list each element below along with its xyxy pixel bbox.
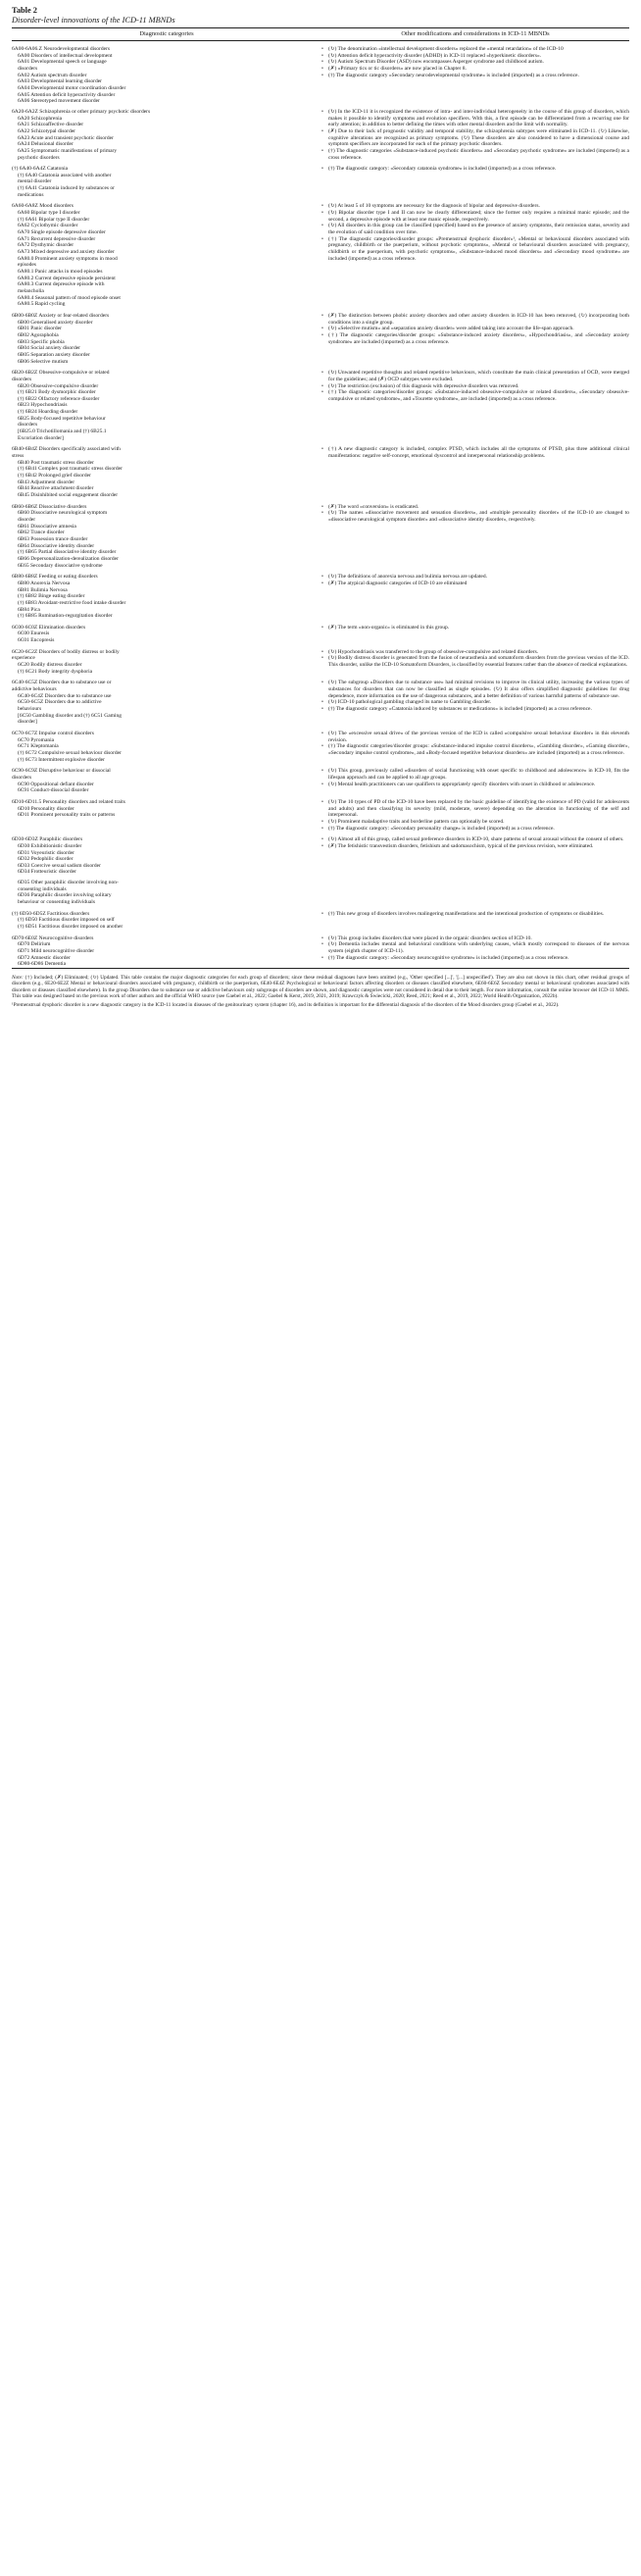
disorder-item: 6B63 Possession trance disorder [18,535,88,542]
modification-note: • (†) The diagnostic category: «Secondary neurocognitive syndrome» is included (imported) as a cross reference. [321,955,629,962]
disorder-item: 6B04 Social anxiety disorder [18,345,81,352]
disorder-item: (†) 6B42 Prolonged grief disorder [18,473,91,480]
modification-note: • (↻) The names «dissociative movement and sensation disorders», and «multiple personality disorder» of the ICD-10 are changed to «dissociative neurological symptom disorder» and «dissociative identity disorder», respectively. [321,510,629,523]
disorder-item: 6D11 Prominent personality traits or patterns [18,812,116,819]
disorder-item: 6A71 Recurrent depressive disorder [18,235,96,242]
disorder-item: 6D36 Paraphilic disorder involving solitary [18,892,112,899]
modification-note: • (↻) This group includes disorders that were placed in the organic disorders section of ICD-10. [321,935,629,942]
diagnostic-category-cell [12,46,321,105]
disorder-item: 6A22 Schizotypal disorder [18,127,75,134]
modifications-cell [321,880,629,906]
disorder-item: 6A80.0 Prominent anxiety symptoms in mood [18,255,118,262]
modification-note: • (↻) The subgroup «Disorders due to substance use» had minimal revisions to improve its clinical utility, increasing the various types of substances for disorders that can now be classified as single episodes. (↻) It also offers simplified diagnostic guidelines for drug dependence, more information on the use of dangerous substances, and a better definition of various harmful patterns of substance use. [321,680,629,699]
table-row [12,680,629,726]
modifications-list [321,313,629,345]
disorder-item: 6B66 Depersonalization-derealization disorder [18,555,119,562]
footnote-premenstrual: ¹Premenstrual dysphoric disorder is a new diagnostic category in the ICD-11 located in diseases of the genitourinary system (chapter 16), and its definition is important for the differential diagnosis of the disorders of the Mood disorders group (Gaebel et al., 2022). [12,1001,560,1008]
modifications-cell [321,313,629,365]
modification-note: • (↻) All disorders in this group can be classified (specified) based on the presence of anxiety symptoms, their remission status, severity and the evolution of said condition over time. [321,223,629,235]
modifications-list [321,46,629,78]
disorder-item: 6B06 Selective mutism [18,358,69,365]
disorder-item: addictive behaviours [12,686,57,693]
table-footnote [12,975,629,1008]
modification-note: • (↻) The definitions of anorexia nervosa and bulimia nervosa are updated. [321,574,629,581]
modifications-cell [321,911,629,931]
modifications-list [321,680,629,712]
modification-note: • (†) The diagnostic categories «Substance-induced psychotic disorders» and «Secondary psychotic syndrome» are included (imported) as a cross reference. [321,148,629,161]
modification-note: • (✗) The distinction between phobic anxiety disorders and other anxiety disorders in ICD-10 has been removed, (↻) incorporating both conditions into a single group. [321,313,629,326]
disorder-group-title: 6C70-6C7Z Impulse control disorders [12,731,94,736]
modification-note: • (†) The diagnostic category: «Secondary personality change» is included (imported) as a cross reference. [321,826,629,833]
diagnostic-category-cell [12,731,321,763]
modification-note: • (†) The diagnostic category «Secondary neurodevelopmental syndrome» is included (imported) as a cross reference. [321,73,629,79]
disorder-item: (†) 6B82 Binge eating disorder [18,593,85,600]
modification-note: • (†) The diagnostic categories/disorder groups: «Substance-induced obsessive-compulsive or related disorders», «Secondary obsessive-compulsive or related syndrome», and «Tourette syndrome», are included (imported) as a cross reference. [321,389,629,402]
diagnostic-category-cell [12,166,321,198]
modifications-list [321,799,629,832]
diagnostic-category-cell [12,504,321,570]
modifications-cell [321,446,629,498]
diagnostic-category-cell [12,880,321,906]
modifications-cell [321,680,629,726]
diagnostic-category-cell [12,911,321,931]
disorder-group-title: 6B20-6B2Z Obsessive-compulsive or related [12,370,110,377]
modification-note: • (✗) «Primary tics or tic disorders» are now placed in Chapter 8. [321,66,629,73]
disorder-item: 6A01 Developmental speech or language [18,59,107,66]
bottom-rule [12,968,629,969]
disorder-item: 6A60 Bipolar type I disorder [18,210,80,217]
disorder-item: 6A04 Developmental motor coordination disorder [18,84,126,91]
modification-note: • (↻) The denomination «intellectual development disorders» replaced the «mental retardation» of the ICD-10 [321,46,629,53]
modification-note: • (✗) The atypical diagnostic categories of ICD-10 are eliminated [321,581,629,587]
disorder-group-title: 6D30-6D3Z Paraphilic disorders [12,836,83,843]
modification-note: • (✗) The word «conversion» is eradicated. [321,504,629,511]
table-row [12,504,629,570]
disorder-item: 6C00 Enuresis [18,631,50,637]
disorder-item: mental disorder [18,178,52,185]
table-row [12,649,629,676]
modification-note: • (↻) Bodily distress disorder is generated from the fusion of neurasthenia and somatoform disorders from the previous version of the ICD. This disorder, unlike the ICD-10 Somatoform Disorders, is classified by essential features rather than the absence of medical explanations. [321,655,629,668]
modification-note: • (†) The diagnostic category «Catatonia induced by substances or medications» is included (imported) as a cross reference. [321,706,629,713]
modifications-list [321,935,629,962]
modification-note: • (↻) The restriction (exclusion) of this diagnosis with depressive disorders was removed. [321,383,629,390]
modification-note: • (↻) At least 5 of 10 symptoms are necessary for the diagnosis of bipolar and depressive disorders. [321,203,629,210]
modification-note: • (↻) Unwanted repetitive thoughts and related repetitive behaviours, which constitute the main clinical presentation of OCD, were merged for the guidelines; and (✗) OCD subtypes were excluded. [321,370,629,382]
modification-note: • (†) The diagnostic categories/disorder groups: «Premenstrual dysphoric disorder»¹, «Mental or behavioural disorders associated with pregnancy, childbirth or the puerperium, without psychotic symptoms», «Mental or behavioural disorders associated with pregnancy, childbirth or the puerperium, with psychotic symptoms», «Substance-induced mood disorders» and «Secondary mood syndrome» are included (imported) as a cross reference. [321,236,629,263]
disorder-item: (†) 6C72 Compulsive sexual behaviour disorder [18,749,122,756]
disorder-item: disorder] [18,719,37,726]
header-diagnostic-categories: Diagnostic categories [139,30,194,37]
diagnostic-category-cell [12,109,321,161]
disorder-item: (†) 6B65 Partial dissociative identity disorder [18,549,117,556]
disorder-item: episodes [18,262,36,269]
disorder-item: 6C01 Encopresis [18,637,55,644]
modification-note: • (↻) Mental health practitioners can use qualifiers to appropriately specify disorders with onset in childhood or adolescence. [321,782,629,788]
disorder-item: 6E65 Secondary dissociative syndrome [18,562,103,569]
disorder-item: (†) 6B41 Complex post traumatic stress disorder [18,466,123,473]
disorder-item: 6A00 Disorders of intellectual development [18,52,113,59]
disorder-item: 6B01 Panic disorder [18,326,62,332]
disorder-item: psychotic disorders [18,154,60,161]
modification-note: • (✗) The term «non-organic» is eliminated in this group. [321,625,629,631]
modifications-cell [321,649,629,676]
disorder-item: 6C40-6C4Z Disorders due to substance use [18,692,112,699]
modifications-cell [321,799,629,832]
header-other-modifications: Other modifications and considerations in ICD-11 MBNDs [401,30,550,37]
disorder-item: (†) 6B85 Rumination-regurgitation disorder [18,613,113,620]
table-label: Table 2 [12,6,37,15]
disorder-group-title: (†) 6A40-6A4Z Catatonia [12,166,69,173]
table-row [12,166,629,198]
modifications-cell [321,203,629,308]
disorder-item: 6B81 Bulimia Nervosa [18,586,68,593]
diagnostic-category-cell [12,836,321,876]
table-body [12,46,629,968]
disorder-item: 6A25 Symptomatic manifestations of primary [18,147,118,154]
disorder-item: (†) 6B83 Avoidant-restrictive food intake disorder [18,599,126,606]
disorder-item: 6A70 Single episode depressive disorder [18,229,106,236]
disorder-group-title: 6B00-6B0Z Anxiety or fear-related disorders [12,312,110,319]
disorder-item: 6B23 Hypochondriasis [18,402,68,409]
modification-note: • (↻) Attention deficit hyperactivity disorder (ADHD) in ICD-11 replaced «hyperkinetic disorders». [321,53,629,60]
disorder-item: 6D33 Coercive sexual sadism disorder [18,862,101,869]
disorder-item: 6B64 Dissociative identity disorder [18,542,95,549]
disorder-group-title: 6A00-6A06.Z Neurodevelopmental disorders [12,46,111,52]
table-row [12,880,629,906]
modifications-list [321,911,629,918]
diagnostic-category-cell [12,768,321,794]
disorder-item: stress [12,453,25,460]
disorder-item: 6B25 Body-focused repetitive behaviour [18,415,106,422]
diagnostic-category-cell [12,203,321,308]
disorder-group-title: 6B60-6B6Z Dissociative disorders [12,503,87,510]
diagnostic-category-cell [12,649,321,676]
disorder-item: 6A02 Autism spectrum disorder [18,72,87,78]
modifications-list [321,166,629,173]
disorder-item: (†) 6B22 Olfactory reference disorder [18,395,100,402]
disorder-item: 6B62 Trance disorder [18,530,65,536]
disorder-group-title: (†) 6D50-6D5Z Factitious disorders [12,910,90,917]
disorder-item: 6D10 Personality disorder [18,805,74,812]
modification-note: • (↻) Hypochondriasis was transferred to the group of obsessive-compulsive and related disorders. [321,649,629,656]
modifications-list [321,836,629,849]
disorder-group-title: 6D70-6E0Z Neurocognitive disorders [12,934,94,941]
disorder-item: disorders [12,774,32,781]
disorder-item: 6A24 Delusional disorder [18,141,74,148]
modifications-list [321,109,629,161]
disorder-item: 6B60 Dissociative neurological symptom [18,510,108,517]
modifications-cell [321,370,629,441]
disorder-item: 6A80.5 Rapid cycling [18,301,66,308]
disorder-item: (†) 6B21 Body dysmorphic disorder [18,389,96,396]
modifications-cell [321,768,629,794]
disorder-item: 6A03 Developmental learning disorder [18,78,102,85]
disorder-group-title: 6C20-6C2Z Disorders of bodily distress or bodily [12,648,120,655]
disorder-item: (†) 6A41 Catatonia induced by substances or [18,185,115,192]
disorder-item: 6B61 Dissociative amnesia [18,523,76,530]
disorder-item: disorder [18,516,36,523]
disorder-item: 6A80.3 Current depressive episode with [18,281,105,288]
disorder-item: 6B40 Post traumatic stress disorder [18,459,94,466]
disorder-group-title: 6B40-6B4Z Disorders specifically associated with [12,446,121,453]
diagnostic-category-cell [12,799,321,832]
modification-note: • (↻) «Selective mutism» and «separation anxiety disorder» were added taking into account the life-span approach. [321,326,629,332]
table-header [12,28,629,41]
disorder-item: [6B25.0 Trichotillomania and (†) 6B25.1 [18,429,107,435]
disorder-item: 6A21 Schizoaffective disorder [18,122,84,128]
modifications-cell [321,836,629,876]
disorder-item: behaviour or consenting individuals [18,899,95,906]
table-row [12,446,629,498]
disorder-group-title: 6A60-6A8Z Mood disorders [12,203,74,210]
disorder-item: (†) 6C73 Intermittent explosive disorder [18,756,105,763]
disorder-item: 6B84 Pica [18,606,40,613]
disorder-item: 6A05 Attention deficit hyperactivity disorder [18,91,116,98]
table-row [12,799,629,832]
disorder-item: experience [12,655,35,662]
modifications-list [321,574,629,586]
modifications-cell [321,574,629,620]
disorder-item: behaviours [18,706,42,713]
disorder-item: 6B05 Separation anxiety disorder [18,351,90,358]
disorder-item: 6C50-6C5Z Disorders due to addictive [18,699,102,706]
modification-note: • (↻) ICD-10 pathological gambling changed its name to Gambling disorder. [321,699,629,706]
disorder-item: 6D72 Amnestic disorder [18,954,71,961]
table-row [12,911,629,931]
disorder-item: medications [18,191,44,198]
disorder-item: 6B44 Reactive attachment disorder [18,485,94,492]
disorder-item: Excoriation disorder] [18,434,64,441]
modification-note: • (↻) Almost all of this group, called sexual preference disorders in ICD-10, share patterns of sexual arousal without the consent of others. [321,836,629,843]
disorder-item: 6D31 Voyeuristic disorder [18,849,74,856]
modification-note: • (†) This new group of disorders involves malingering manifestations and the intentional production of symptoms or disabilities. [321,911,629,918]
diagnostic-category-cell [12,680,321,726]
modification-note: • (†) The diagnostic category: «Secondary catatonia syndrome» is included (imported) as a cross reference. [321,166,629,173]
modifications-list [321,446,629,459]
table-row [12,370,629,441]
modifications-list [321,203,629,262]
disorder-item: (†) 6D51 Factitious disorder imposed on another [18,924,123,931]
disorder-item: 6C20 Bodily distress disorder [18,662,82,669]
modifications-cell [321,166,629,198]
modifications-cell [321,109,629,161]
table-row [12,313,629,365]
disorder-item: disorders [12,376,32,382]
disorder-item: (†) 6A61 Bipolar type II disorder [18,216,90,223]
disorder-item: 6A80.4 Seasonal pattern of mood episode onset [18,294,121,301]
modifications-list [321,625,629,631]
disorder-item: 6A73 Mixed depressive and anxiety disorder [18,249,115,256]
disorder-group-title: 6C00-6C0Z Elimination disorders [12,624,86,631]
disorder-item: 6B43 Adjustment disorder [18,479,75,485]
table-row [12,46,629,105]
modification-note: • (↻) Dementia includes mental and behavioral conditions with underlying causes, which mostly correspond to diseases of the nervous system (eighth chapter of ICD-11). [321,941,629,954]
disorder-group-title: 6A20-6A2Z Schizophrenia or other primary psychotic disorders [12,108,151,115]
table-row [12,625,629,644]
disorder-item: (†) 6B24 Hoarding disorder [18,409,78,416]
footnote-text: (†) Included; (✗) Eliminated; (↻) Updated. This table contains the major diagnostic categories for each group of disorders; since these residual diagnoses have been omitted (e.g., 'Other specified [...]', '[...] unspecified'). They are also not shown in this chart, other residual groups of disorders (e.g., 6E20-6E2Z Mental or behavioural disorders associated with pregnancy, childbirth or the puerperium, 6E40-6E4Z Psychological or behavioural factors affecting disorders or diseases classified elsewhere, 6E60-6E6Z Secondary mental or behavioural syndromes associated with disorders or diseases classified elsewhere). In the group Disorders due to substance use or addictive behaviours only subgroups of disorders are shown, and diagnostic categories were not considered in detail due to their length. For more information, consult the online browser del ICD-11 MMS. This table was designed based on the previous work of other authors and the official WHO source (see Gaebel et al., 2022; Gaebel & Kerst, 2019, 2021, 2019; Krawczyk & Świecicki, 2020; Reed, 2021; Reed et al., 2019, 2022; World Health Organization, 2022b). [12,975,629,1000]
modification-note: • (↻) Autism Spectrum Disorder (ASD) now encompasses Asperger syndrome and childhood autism. [321,59,629,66]
modifications-list [321,370,629,402]
diagnostic-category-cell [12,935,321,968]
disorder-item: 6B20 Obsessive-compulsive disorder [18,382,99,389]
modification-note: • (†) The diagnostic categories/disorder groups: «Substance-induced impulse control disorders», «Gambling disorder», «Gaming disorder», «Secondary impulse control syndrome», and «Body-focused repetitive behaviour disorders» are included (imported) as a cross reference. [321,743,629,756]
table-row [12,109,629,161]
modifications-cell [321,935,629,968]
disorder-item: 6D34 Frotteuristic disorder [18,869,76,876]
modifications-cell [321,504,629,570]
table-caption: Disorder-level innovations of the ICD-11 MBNDs [12,16,175,25]
modification-note: • (✗) Due to their lack of prognostic validity and temporal stability, the schizophrenia subtypes were eliminated in ICD-11. (↻) Likewise, cognitive alterations are recognized as primary symptoms. (↻) These disorders are also considered to have a dimensional course and symptom specifiers are incorporated for each of the primary psychotic disorders. [321,128,629,148]
disorder-item: 6C90 Oppositional defiant disorder [18,781,94,787]
modification-note: • (↻) In the ICD-11 it is recognized the existence of intra- and inter-individual heterogeneity in the course of this group of disorders, which makes it possible to identify symptoms and evolution specifiers. With this, a first episode can be differentiated from a recurring one for early attention; in addition to better defining the times with other mental disorders and the limit with normality. [321,109,629,128]
table-row [12,574,629,620]
modifications-list [321,731,629,757]
disorder-item: 6C71 Kleptomania [18,743,59,750]
modification-note: • (↻) The «excessive sexual drive» of the previous version of the ICD is called «compulsive sexual behaviour disorder» in this eleventh revision. [321,731,629,743]
diagnostic-category-cell [12,574,321,620]
disorder-item: 6A80.2 Current depressive episode persistent [18,275,116,281]
modification-note: • (↻) The 10 types of PD of the ICD-10 have been replaced by the basic guideline of identifying the existence of PD (valid for adolescents and adults) and then classifying its severity (mild, moderate, severe) depending on the alteration in functioning of the self and interpersonal. [321,799,629,819]
disorder-item: 6C70 Pyromania [18,736,55,743]
modifications-cell [321,46,629,105]
disorder-item: 6B80 Anorexia Nervosa [18,580,71,586]
modification-note: • (✗) The fetishistic transvestism disorders, fetishism and sadomasochism, typical of the previous revision, were eliminated. [321,843,629,850]
disorder-group-title: 6B80-6B8Z Feeding or eating disorders [12,574,98,581]
disorder-item: 6A62 Cyclothymic disorder [18,223,78,229]
disorder-item: 6D80-6D86 Dementia [18,961,67,968]
table-row [12,836,629,876]
modification-note: • (↻) Prominent maladaptive traits and borderline pattern can optionally be scored. [321,819,629,826]
modification-note: • (↻) This group, previously called «disorders of social functioning with onset specific to childhood and adolescence» in ICD-10, fits the lifespan approach and can be applied to all age groups. [321,768,629,781]
disorder-item: 6A06 Stereotyped movement disorder [18,98,100,105]
disorder-item: melancholia [18,287,44,294]
disorder-item: 6A20 Schizophrenia [18,115,63,122]
disorder-item: 6A23 Acute and transient psychotic disorder [18,134,114,141]
disorder-group-title: 6C90-6C9Z Disruptive behaviour or dissocial [12,768,111,775]
disorder-item: 6B02 Agoraphobia [18,331,59,338]
diagnostic-category-cell [12,446,321,498]
page [12,0,629,1008]
disorder-item: (†) 6D50 Factitious disorder imposed on self [18,917,115,924]
disorder-item: 6D70 Delirium [18,941,51,948]
diagnostic-category-cell [12,370,321,441]
disorder-group-title: 6C40-6C5Z Disorders due to substance use or [12,680,112,686]
table-row [12,731,629,763]
disorder-item: consenting individuals [18,885,67,892]
disorder-item: 6B00 Generalised anxiety disorder [18,319,93,326]
disorder-item: disorders [18,65,38,72]
table-row [12,935,629,968]
modification-note: • (↻) Bipolar disorder type I and II can now be clearly differentiated; since the former only requires a minimal manic episode; and the second, a depressive episode with at least one manic episode, respectively. [321,210,629,223]
modification-note: • (†) A new diagnostic category is included, complex PTSD, which includes all the symptoms of PTSD, plus three additional clinical manifestations: negative self-concept, emotional dyscontrol and interpersonal relationship problems. [321,446,629,459]
modifications-list [321,768,629,787]
footnote-label: Note: [12,975,24,981]
disorder-group-title: 6D10-6D11.5 Personality disorders and related traits [12,798,125,805]
modifications-cell [321,731,629,763]
disorder-item: disorders [18,422,38,429]
diagnostic-category-cell [12,625,321,644]
modification-note: • (†) The diagnostic categories/disorder groups: «Substance-induced anxiety disorders», «Hypochondriasis», and «Secondary anxiety syndrome» are included (imported) as a cross reference. [321,332,629,345]
table-row [12,768,629,794]
modifications-list [321,504,629,524]
disorder-item: 6C91 Conduct-dissocial disorder [18,787,89,794]
disorder-item: 6D32 Pedophilic disorder [18,856,74,863]
disorder-item: 6D71 Mild neurocognitive disorder [18,948,95,955]
diagnostic-category-cell [12,313,321,365]
disorder-item: (†) 6C21 Body integrity dysphoria [18,668,93,675]
modifications-list [321,649,629,669]
disorder-item: 6A80.1 Panic attacks in mood episodes [18,269,103,275]
disorder-item: 6A72 Dysthymic disorder [18,242,74,249]
table-row [12,203,629,308]
modifications-cell [321,625,629,644]
disorder-group-title: 6D35 Other paraphilic disorder involving non- [18,880,119,886]
disorder-item: (†) 6A40 Catatonia associated with another [18,172,112,178]
disorder-item: [6C50 Gambling disorder and (†) 6C51 Gaming [18,712,123,719]
disorder-item: 6B03 Specific phobia [18,338,65,345]
disorder-item: 6D30 Exhibitionistic disorder [18,842,82,849]
disorder-item: 6B45 Disinhibited social engagement disorder [18,492,119,498]
